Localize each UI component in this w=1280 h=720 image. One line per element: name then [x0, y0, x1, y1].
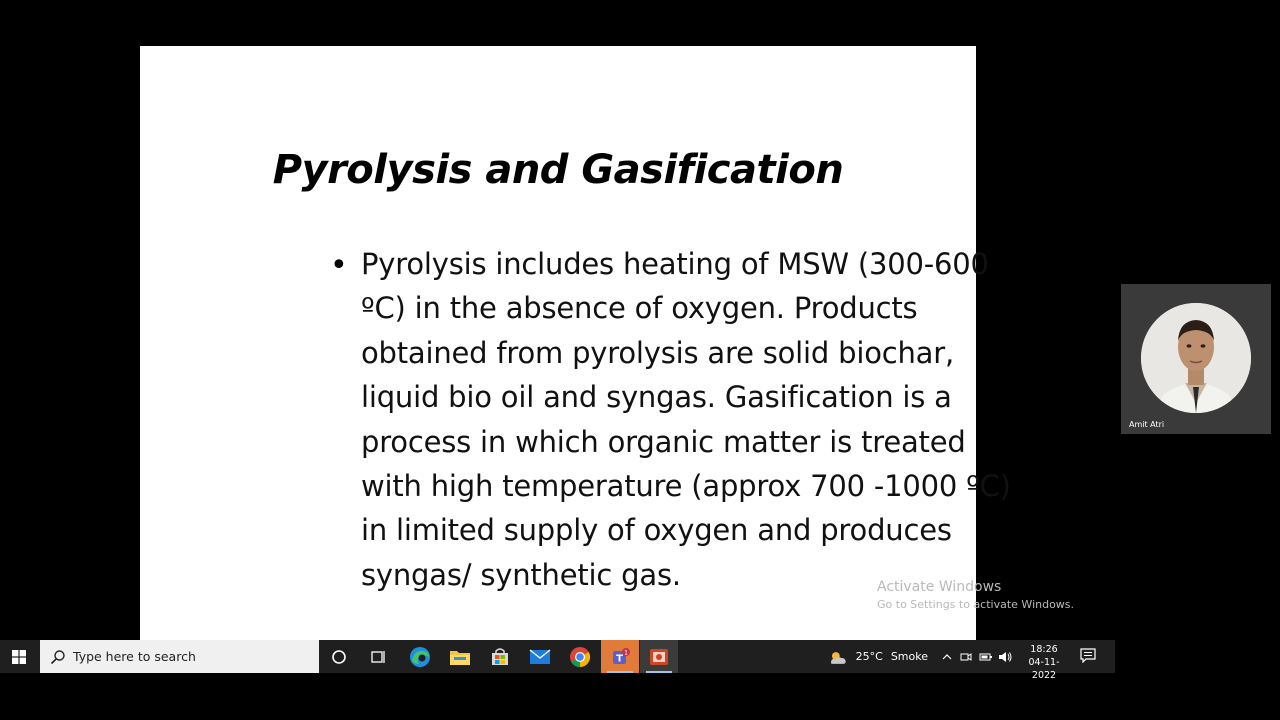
system-clock[interactable]	[1018, 643, 1070, 682]
participant-name: Amit Atri	[1129, 420, 1165, 429]
activate-windows-watermark	[877, 578, 1074, 614]
windows-icon	[12, 650, 26, 664]
active-indicator	[646, 671, 672, 673]
teams-icon	[609, 646, 631, 668]
powerpoint-button[interactable]	[640, 640, 678, 673]
search-icon	[50, 649, 66, 665]
clock-date: 04-11-2022	[1028, 657, 1060, 681]
weather-widget[interactable]	[828, 640, 928, 673]
task-view-icon	[370, 649, 386, 665]
search-placeholder: Type here to search	[73, 649, 196, 664]
chrome-button[interactable]	[561, 640, 599, 673]
powerpoint-icon	[648, 647, 670, 667]
edge-button[interactable]	[401, 640, 439, 673]
bullet-line: syngas/ synthetic gas.	[361, 557, 681, 592]
volume-button[interactable]	[996, 640, 1014, 673]
weather-temperature: 25°C	[855, 650, 883, 663]
webcam-tile[interactable]	[1121, 284, 1271, 434]
show-hidden-icons-button[interactable]	[938, 640, 956, 673]
weather-smoke-icon	[828, 649, 848, 665]
bullet-line: liquid bio oil and syngas. Gasification is a	[361, 380, 952, 415]
teams-button[interactable]	[601, 640, 639, 673]
presentation-slide	[140, 46, 1011, 640]
bullet-text	[361, 242, 1051, 597]
file-explorer-button[interactable]	[441, 640, 479, 673]
battery-icon	[979, 652, 993, 662]
bullet-line: process in which organic matter is treated	[361, 424, 966, 459]
file-explorer-icon	[449, 648, 471, 666]
edge-icon	[409, 646, 431, 668]
watermark-subtitle: Go to Settings to activate Windows.	[877, 598, 1075, 611]
meet-now-button[interactable]	[958, 640, 974, 673]
notifications-button[interactable]	[1080, 648, 1096, 667]
weather-condition: Smoke	[890, 650, 928, 663]
clock-time: 18:26	[1030, 644, 1058, 655]
svg-text:T: T	[616, 653, 623, 664]
svg-text:1: 1	[624, 649, 628, 656]
store-icon	[490, 647, 510, 667]
cortana-icon	[331, 649, 347, 665]
bullet-dot-icon: •	[330, 248, 348, 283]
participant-avatar	[1141, 303, 1251, 413]
slide-title: Pyrolysis and Gasification	[272, 147, 844, 193]
active-indicator	[607, 671, 633, 673]
taskbar-search-box[interactable]	[40, 640, 319, 673]
battery-button[interactable]	[977, 640, 995, 673]
meet-now-icon	[960, 651, 972, 663]
taskbar	[0, 640, 1115, 681]
speaker-icon	[998, 651, 1012, 663]
mail-button[interactable]	[521, 640, 559, 673]
start-button[interactable]	[0, 640, 38, 673]
mail-icon	[529, 649, 551, 665]
bullet-line: Pyrolysis includes heating of MSW (300-600	[361, 247, 989, 281]
bullet-line: with high temperature (approx 700 -1000 ºC)	[361, 469, 1011, 504]
store-button[interactable]	[481, 640, 519, 673]
watermark-title: Activate Windows	[877, 579, 1002, 595]
cortana-button[interactable]	[320, 640, 358, 673]
chrome-icon	[569, 646, 591, 668]
chevron-up-icon	[942, 653, 952, 661]
bullet-line: in limited supply of oxygen and produces	[361, 513, 952, 548]
task-view-button[interactable]	[359, 640, 397, 673]
notification-icon	[1080, 648, 1096, 663]
bullet-line: obtained from pyrolysis are solid biochar,	[361, 335, 954, 370]
bullet-line: ºC) in the absence of oxygen. Products	[361, 291, 918, 326]
